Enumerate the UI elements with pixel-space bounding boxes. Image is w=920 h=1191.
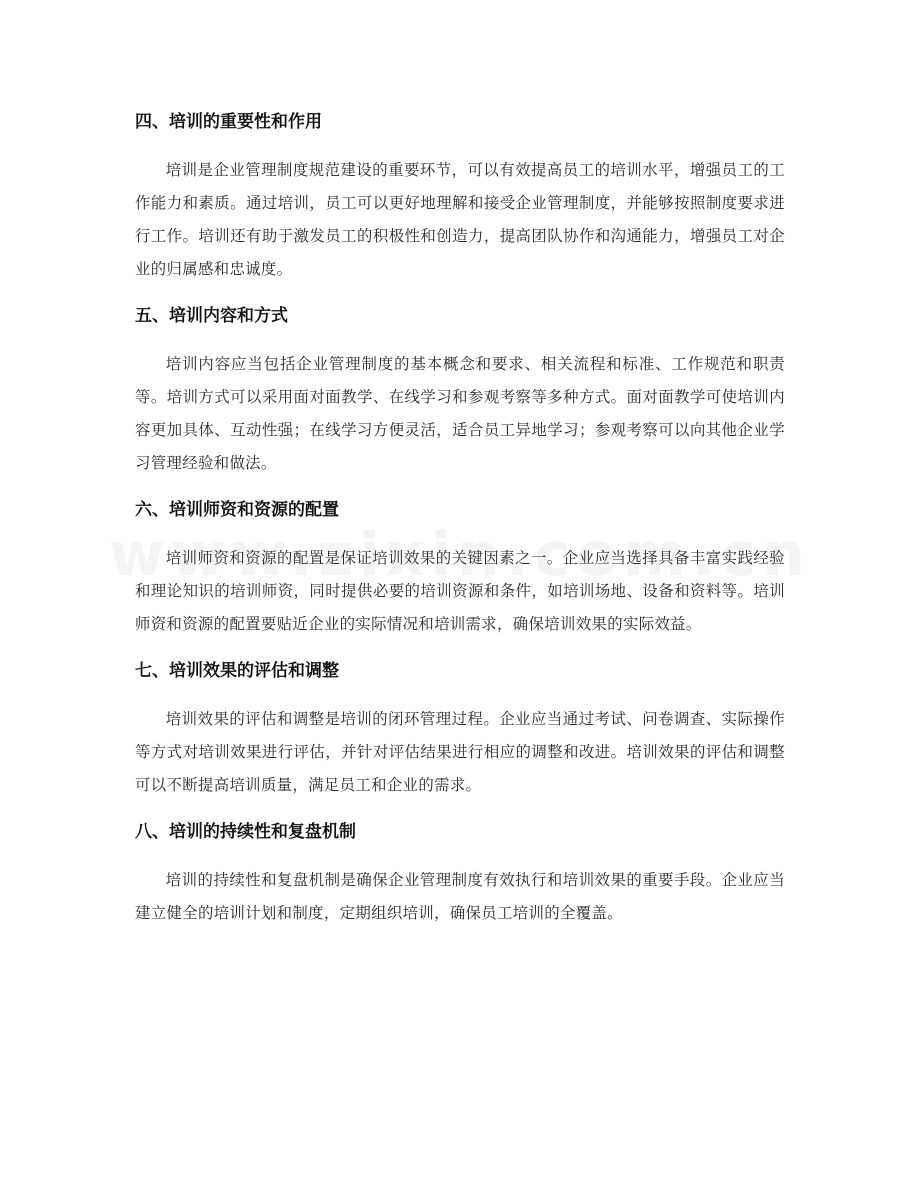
section-paragraph: 培训效果的评估和调整是培训的闭环管理过程。企业应当通过考试、问卷调查、实际操作等方式对培训效果进行评估，并针对评估结果进行相应的调整和改进。培训效果的评估和调整可以不断提高培训质量，满足员工和企业的需求。 — [135, 710, 785, 794]
section-heading: 五、培训内容和方式 — [135, 306, 288, 326]
section-paragraph: 培训内容应当包括企业管理制度的基本概念和要求、相关流程和标准、工作规范和职责等。培训方式可以采用面对面教学、在线学习和参观考察等多种方式。面对面教学可使培训内容更加具体、互动性强；在线学习方便灵活，适合员工异地学习；参观考察可以向其他企业学习管理经验和做法。 — [135, 355, 785, 472]
section-heading: 八、培训的持续性和复盘机制 — [135, 822, 356, 842]
section-7 — [135, 659, 785, 802]
section-heading: 七、培训效果的评估和调整 — [135, 661, 339, 681]
document-body — [135, 100, 785, 948]
section-5 — [135, 304, 785, 480]
section-heading: 四、培训的重要性和作用 — [135, 112, 322, 132]
section-paragraph: 培训的持续性和复盘机制是确保企业管理制度有效执行和培训效果的重要手段。企业应当建立健全的培训计划和制度，定期组织培训，确保员工培训的全覆盖。 — [135, 871, 785, 922]
section-heading: 六、培训师资和资源的配置 — [135, 500, 339, 520]
section-paragraph: 培训师资和资源的配置是保证培训效果的关键因素之一。企业应当选择具备丰富实践经验和理论知识的培训师资，同时提供必要的培训资源和条件，如培训场地、设备和资料等。培训师资和资源的配置要贴近企业的实际情况和培训需求，确保培训效果的实际效益。 — [135, 549, 785, 633]
section-6 — [135, 498, 785, 641]
section-4 — [135, 110, 785, 286]
section-paragraph: 培训是企业管理制度规范建设的重要环节，可以有效提高员工的培训水平，增强员工的工作能力和素质。通过培训，员工可以更好地理解和接受企业管理制度，并能够按照制度要求进行工作。培训还有助于激发员工的积极性和创造力，提高团队协作和沟通能力，增强员工对企业的归属感和忠诚度。 — [135, 161, 785, 278]
section-8 — [135, 820, 785, 930]
